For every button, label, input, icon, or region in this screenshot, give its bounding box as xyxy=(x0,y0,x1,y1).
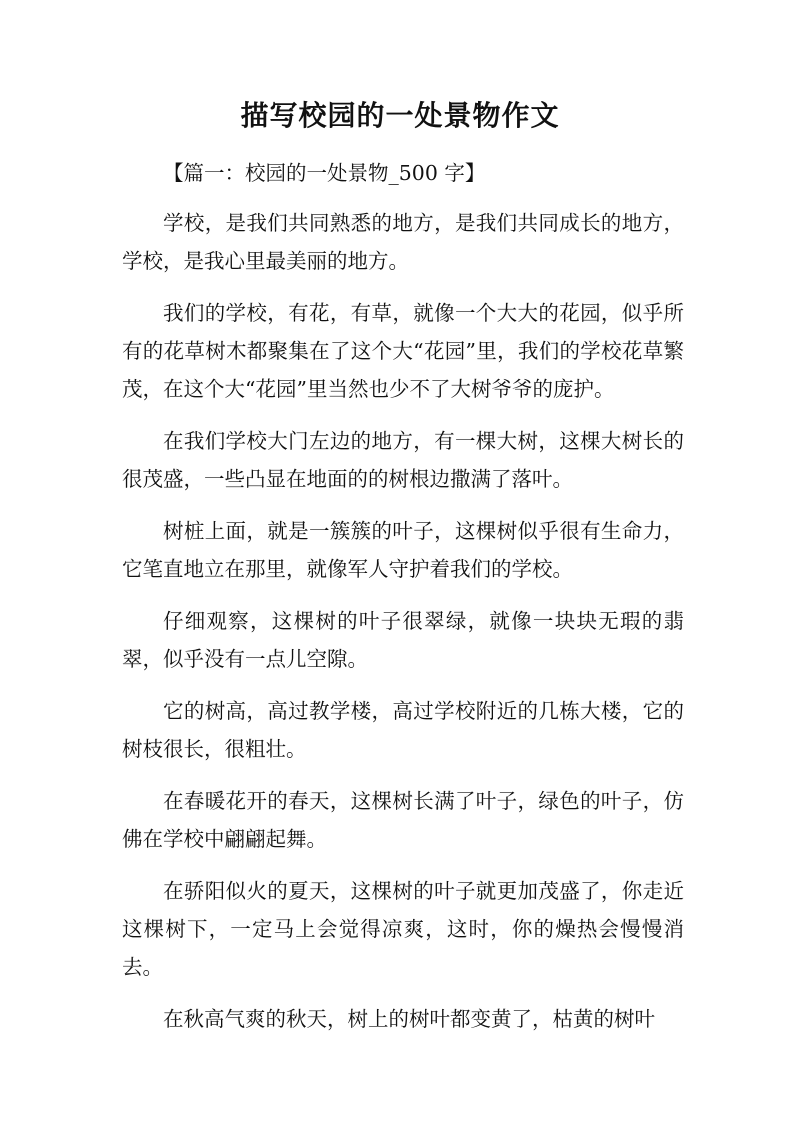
paragraph-2: 我们的学校，有花，有草，就像一个大大的花园，似乎所有的花草树木都聚集在了这个大“花园”里，我们的学校花草繁茂，在这个大“花园”里当然也少不了大树爷爷的庞护。 xyxy=(122,301,684,401)
paragraph-5: 仔细观察，这棵树的叶子很翠绿，就像一块块无瑕的翡翠，似乎没有一点儿空隙。 xyxy=(122,609,684,671)
paragraph-8: 在骄阳似火的夏天，这棵树的叶子就更加茂盛了，你走近这棵树下，一定马上会觉得凉爽，这时，你的燥热会慢慢消去。 xyxy=(122,879,684,979)
paragraph-1: 学校，是我们共同熟悉的地方，是我们共同成长的地方，学校，是我心里最美丽的地方。 xyxy=(122,211,684,273)
paragraph-9: 在秋高气爽的秋天，树上的树叶都变黄了，枯黄的树叶 xyxy=(163,1007,655,1031)
paragraph-6: 它的树高，高过教学楼，高过学校附近的几栋大楼，它的树枝很长，很粗壮。 xyxy=(122,699,684,761)
document-body xyxy=(122,154,684,1052)
document-title: 描写校园的一处景物作文 xyxy=(240,99,560,132)
section-heading: 【篇一：校园的一处景物_500 字】 xyxy=(163,161,486,185)
paragraph-4: 树桩上面，就是一簇簇的叶子，这棵树似乎很有生命力，它笔直地立在那里，就像军人守护着我们的学校。 xyxy=(122,519,684,581)
paragraph-7: 在春暖花开的春天，这棵树长满了叶子，绿色的叶子，仿佛在学校中翩翩起舞。 xyxy=(122,789,684,851)
paragraph-3: 在我们学校大门左边的地方，有一棵大树，这棵大树长的很茂盛，一些凸显在地面的的树根边撒满了落叶。 xyxy=(122,429,684,491)
